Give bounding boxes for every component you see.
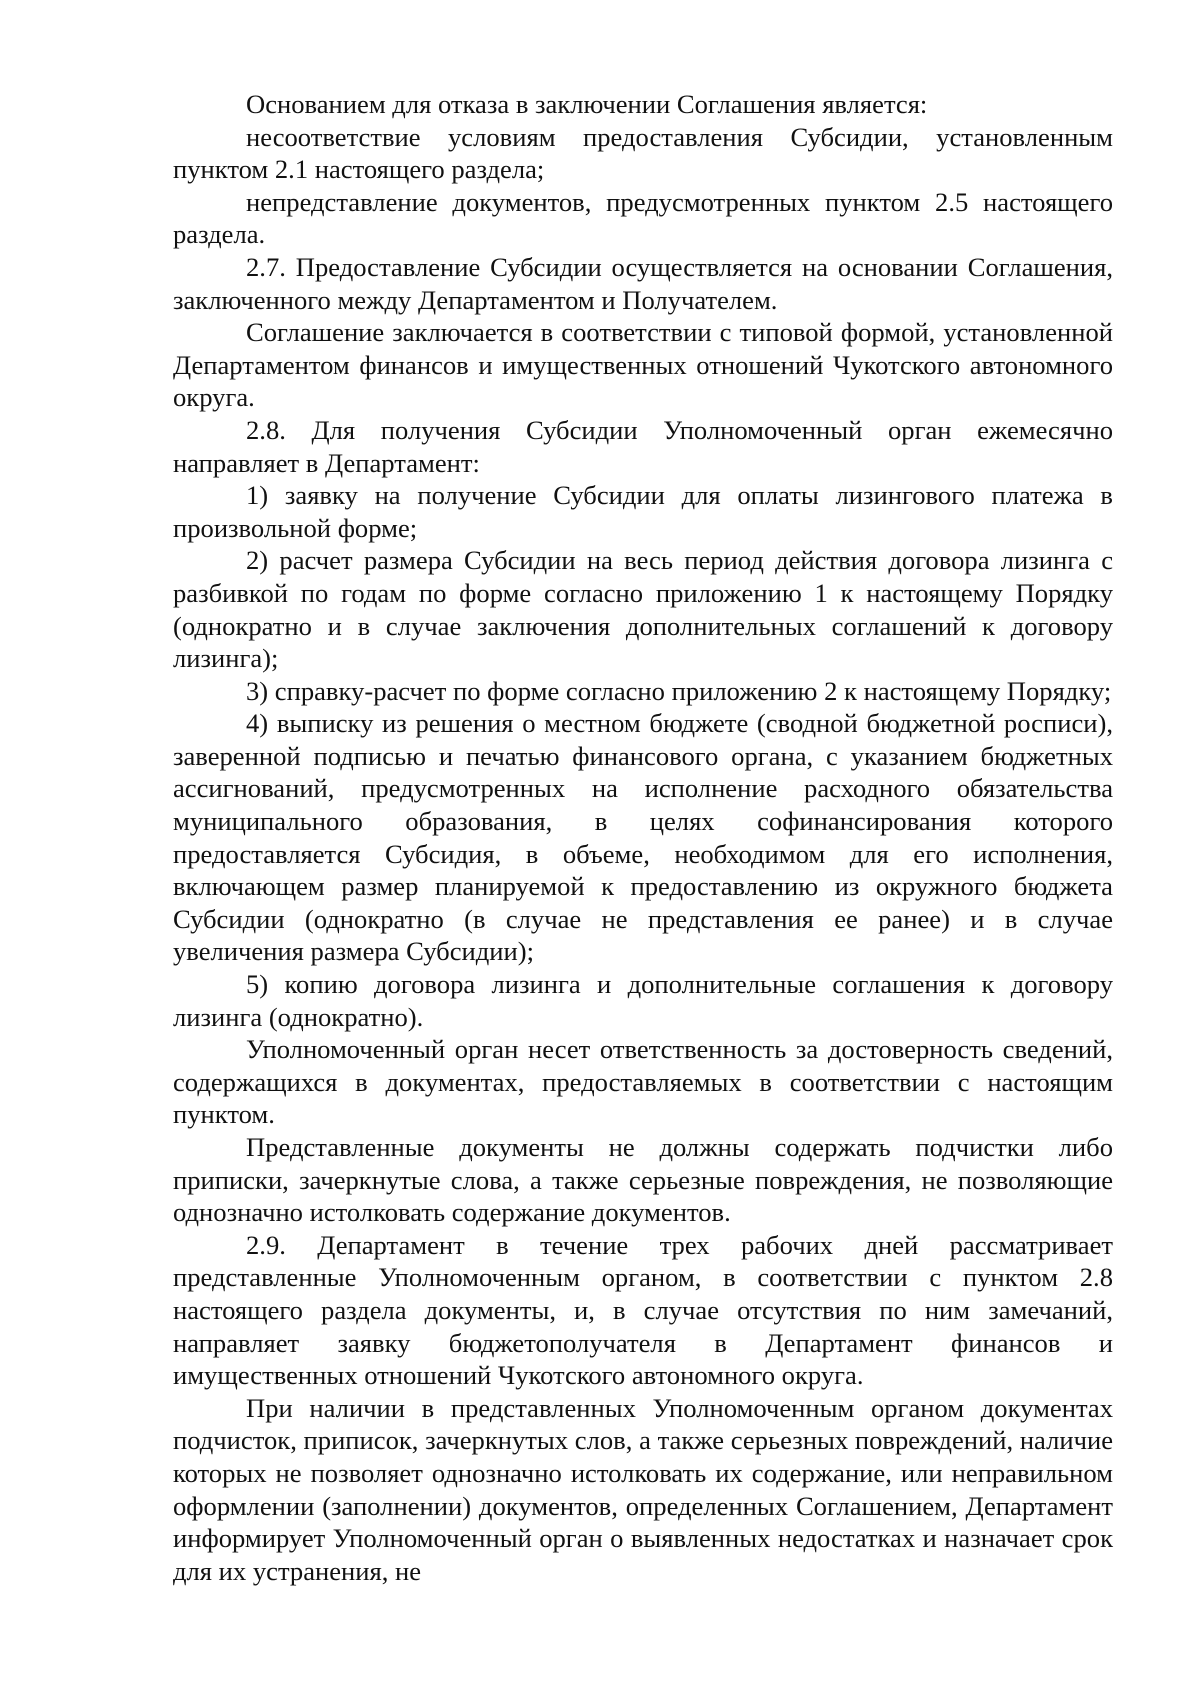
paragraph-responsibility: Уполномоченный орган несет ответственность за достоверность сведений, содержащихся в документах, предоставляемых в соответствии с настоящим пунктом.	[173, 1034, 1113, 1130]
paragraph-nonsubmission: непредставление документов, предусмотренных пунктом 2.5 настоящего раздела.	[173, 186, 1113, 250]
paragraph-document-integrity: Представленные документы не должны содержать подчистки либо приписки, зачеркнутые слова, а также серьезные повреждения, не позволяющие однозначно истолковать содержание документов.	[173, 1132, 1113, 1228]
paragraph-deficiencies: При наличии в представленных Уполномоченным органом документах подчисток, приписок, зачеркнутых слов, а также серьезных повреждений, наличие которых не позволяет однозначно истолковать их содержание, или неправильном оформлении (заполнении) документов, определенных Соглашением, Департамент информирует Уполномоченный орган о выявленных недостатках и назначает срок для их устранения, не	[173, 1392, 1113, 1586]
list-item-1-application: 1) заявку на получение Субсидии для оплаты лизингового платежа в произвольной форме;	[173, 480, 1113, 543]
list-item-2-calculation: 2) расчет размера Субсидии на весь период действия договора лизинга с разбивкой по годам по форме согласно приложению 1 к настоящему Порядку (однократно и в случае заключения дополнительных соглашений к договору лизинга);	[173, 545, 1113, 674]
paragraph-agreement-form: Соглашение заключается в соответствии с типовой формой, установленной Департаментом финансов и имущественных отношений Чукотского автономного округа.	[173, 317, 1113, 413]
list-item-5-lease-copy: 5) копию договора лизинга и дополнительные соглашения к договору лизинга (однократно).	[173, 969, 1113, 1032]
list-item-3-reference: 3) справку-расчет по форме согласно приложению 2 к настоящему Порядку;	[246, 675, 1112, 706]
paragraph-refusal-grounds: Основанием для отказа в заключении Соглашения является:	[246, 89, 928, 119]
paragraph-nonconformity: несоответствие условиям предоставления Субсидии, установленным пунктом 2.1 настоящего раздела;	[173, 121, 1113, 185]
document-body	[173, 88, 1113, 1587]
paragraph-2-7: 2.7. Предоставление Субсидии осуществляется на основании Соглашения, заключенного между Департаментом и Получателем.	[173, 251, 1113, 315]
list-item-4-budget-extract: 4) выписку из решения о местном бюджете (сводной бюджетной росписи), заверенной подписью и печатью финансового органа, с указанием бюджетных ассигнований, предусмотренных на исполнение расходного обязательства муниципального образования, в целях софинансирования которого предоставляется Субсидия, в объеме, необходимом для его исполнения, включающем размер планируемой к предоставлению из окружного бюджета Субсидии (однократно (в случае не представления ее ранее) и в случае увеличения размера Субсидии);	[173, 708, 1113, 967]
paragraph-2-9: 2.9. Департамент в течение трех рабочих дней рассматривает представленные Уполномоченным органом, в соответствии с пунктом 2.8 настоящего раздела документы, и, в случае отсутствия по ним замечаний, направляет заявку бюджетополучателя в Департамент финансов и имущественных отношений Чукотского автономного округа.	[173, 1229, 1113, 1391]
paragraph-2-8: 2.8. Для получения Субсидии Уполномоченный орган ежемесячно направляет в Департамент:	[173, 414, 1113, 478]
